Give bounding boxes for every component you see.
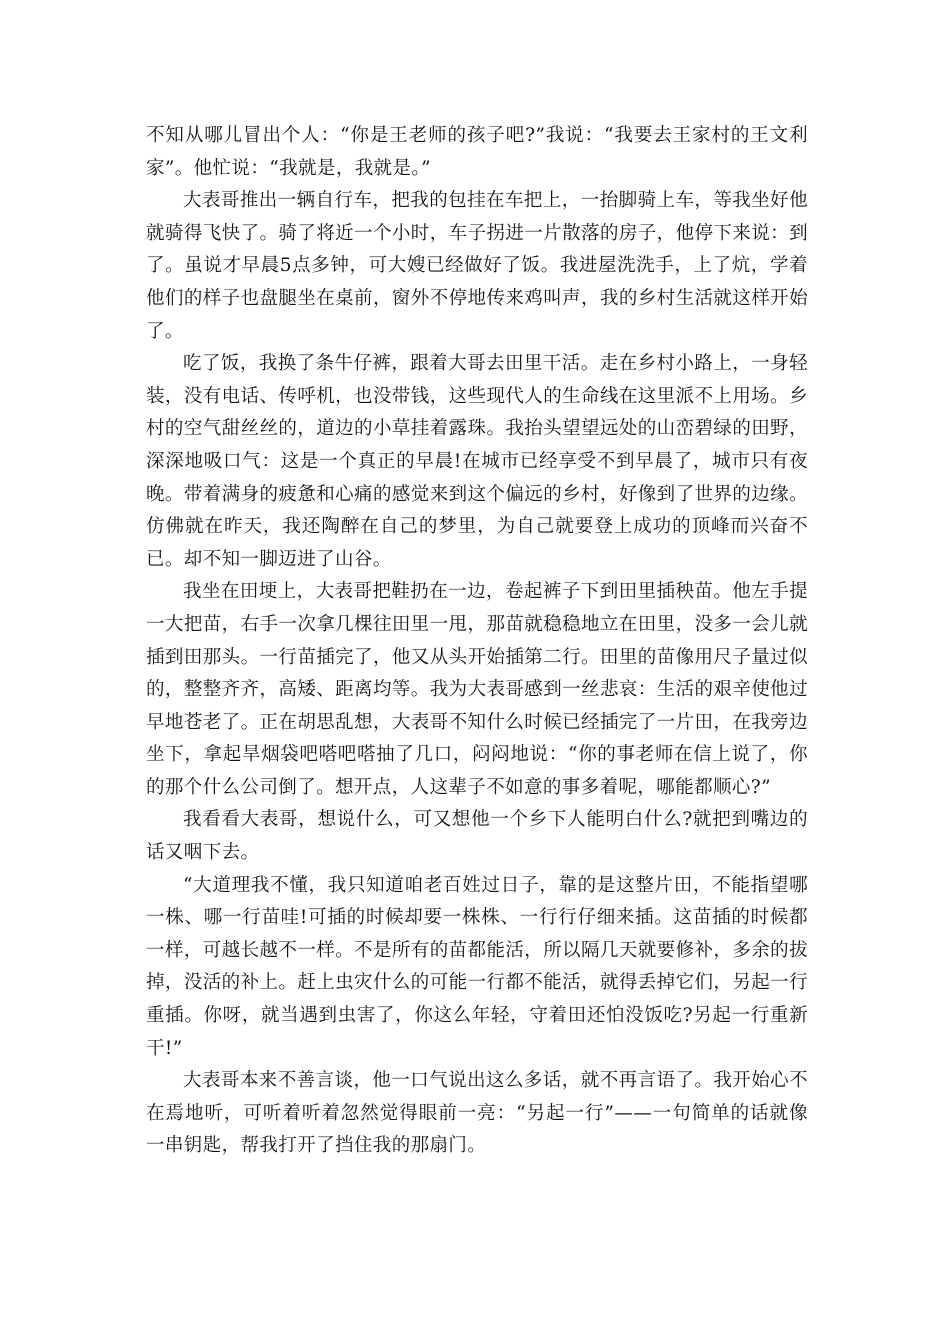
document-body xyxy=(146,120,808,1163)
paragraph: 大表哥推出一辆自行车，把我的包挂在车把上，一抬脚骑上车，等我坐好他就骑得飞快了。骑了将近一个小时，车子拐进一片散落的房子，他停下来说：到了。虽说才早晨5点多钟，可大嫂已经做好了饭。我进屋洗洗手，上了炕，学着他们的样子也盘腿坐在桌前，窗外不停地传来鸡叫声，我的乡村生活就这样开始了。 xyxy=(146,190,808,342)
paragraph: 吃了饭，我换了条牛仔裤，跟着大哥去田里干活。走在乡村小路上，一身轻装，没有电话、传呼机，也没带钱，这些现代人的生命线在这里派不上用场。乡村的空气甜丝丝的，道边的小草挂着露珠。我抬头望望远处的山峦碧绿的田野，深深地吸口气：这是一个真正的早晨!在城市已经享受不到早晨了，城市只有夜晚。带着满身的疲惫和心痛的感觉来到这个偏远的乡村，好像到了世界的边缘。仿佛就在昨天，我还陶醉在自己的梦里，为自己就要登上成功的顶峰而兴奋不已。却不知一脚迈进了山谷。 xyxy=(146,353,808,570)
paragraph: 我看看大表哥，想说什么，可又想他一个乡下人能明白什么?就把到嘴边的话又咽下去。 xyxy=(146,809,808,864)
paragraph: 我坐在田埂上，大表哥把鞋扔在一边，卷起裤子下到田里插秧苗。他左手提一大把苗，右手一次拿几棵往田里一甩，那苗就稳稳地立在田里，没多一会儿就插到田那头。一行苗插完了，他又从头开始插第二行。田里的苗像用尺子量过似的，整整齐齐，高矮、距离均等。我为大表哥感到一丝悲哀：生活的艰辛使他过早地苍老了。正在胡思乱想，大表哥不知什么时候已经插完了一片田，在我旁边坐下，拿起旱烟袋吧嗒吧嗒抽了几口，闷闷地说：“你的事老师在信上说了，你的那个什么公司倒了。想开点，人这辈子不如意的事多着呢，哪能都顺心?” xyxy=(146,581,808,798)
paragraph: “大道理我不懂，我只知道咱老百姓过日子，靠的是这整片田，不能指望哪一株、哪一行苗哇!可插的时候却要一株株、一行行仔细来插。这苗插的时候都一样，可越长越不一样。不是所有的苗都能活，所以隔几天就要修补，多余的拔掉，没活的补上。赶上虫灾什么的可能一行都不能活，就得丢掉它们，另起一行重插。你呀，就当遇到虫害了，你这么年轻，守着田还怕没饭吃?另起一行重新干!” xyxy=(146,874,808,1059)
paragraph: 不知从哪儿冒出个人：“你是王老师的孩子吧?”我说：“我要去王家村的王文利家”。他忙说：“我就是，我就是。” xyxy=(146,125,808,179)
paragraph: 大表哥本来不善言谈，他一口气说出这么多话，就不再言语了。我开始心不在焉地听，可听着听着忽然觉得眼前一亮：“另起一行”——一句简单的话就像一串钥匙，帮我打开了挡住我的那扇门。 xyxy=(146,1070,808,1157)
